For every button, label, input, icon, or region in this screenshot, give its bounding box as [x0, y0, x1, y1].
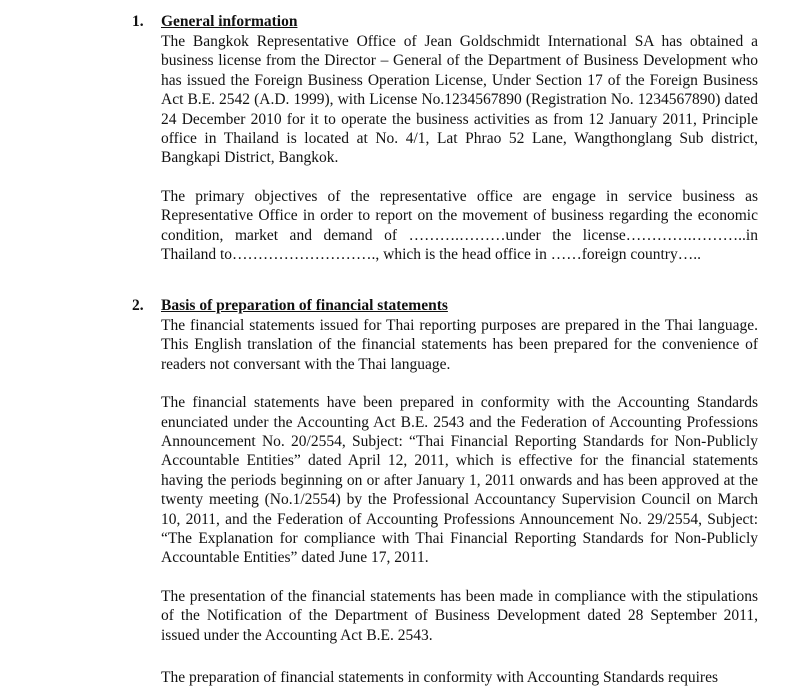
section-body: [161, 316, 758, 645]
section-title: General information: [161, 13, 298, 30]
section-general-information: [132, 12, 758, 283]
paragraph: The financial statements have been prepared in conformity with the Accounting Standards enunciated under the Accounting Act B.E. 2543 and the Federation of Accounting Professions Announcement No. 20/2554, Subject: “Thai Financial Reporting Standards for Non-Publicly Accountable Entities” dated April 12, 2011, which is effective for the financial statements having the periods beginning on or after January 1, 2011 onwards and has been approved at the twenty meeting (No.1/2554) by the Professional Accountancy Supervision Council on March 10, 2011, and the Federation of Accounting Professions Announcement No. 29/2554, Subject: “The Explanation for compliance with Thai Financial Reporting Standards for Non-Publicly Accountable Entities” dated June 17, 2011.: [161, 394, 758, 567]
section-heading: [132, 12, 758, 32]
section-number: 1.: [132, 13, 144, 30]
section-title: Basis of preparation of financial statements: [161, 297, 448, 314]
paragraph: The financial statements issued for Thai reporting purposes are prepared in the Thai language. This English translation of the financial statements has been prepared for the convenience of readers not conversant with the Thai language.: [161, 317, 758, 373]
section-heading: [132, 296, 758, 316]
paragraph: The Bangkok Representative Office of Jean Goldschmidt International SA has obtained a business license from the Director – General of the Department of Business Development who has issued the Foreign Business Operation License, Under Section 17 of the Foreign Business Act B.E. 2542 (A.D. 1999), with License No.1234567890 (Registration No. 1234567890) dated 24 December 2010 for it to operate the business activities as from 12 January 2011, Principle office in Thailand is located at No. 4/1, Lat Phrao 52 Lane, Wangthonglang Sub district, Bangkapi District, Bangkok.: [161, 33, 758, 167]
cut-off-paragraph-line: The preparation of financial statements in conformity with Accounting Standards requires: [161, 669, 718, 686]
section-body: [161, 32, 758, 264]
section-number: 2.: [132, 297, 144, 314]
section-basis-of-preparation: [132, 296, 758, 664]
paragraph: The presentation of the financial statements has been made in compliance with the stipulations of the Notification of the Department of Business Development dated 28 September 2011, issued under the Accounting Act B.E. 2543.: [161, 587, 758, 644]
paragraph: The primary objectives of the representative office are engage in service business as Representative Office in order to report on the movement of business regarding the economic condition, market and demand of ……….………under the license………….………..in Thailand to………………………., which is the head office in ……foreign country…..: [161, 187, 758, 264]
